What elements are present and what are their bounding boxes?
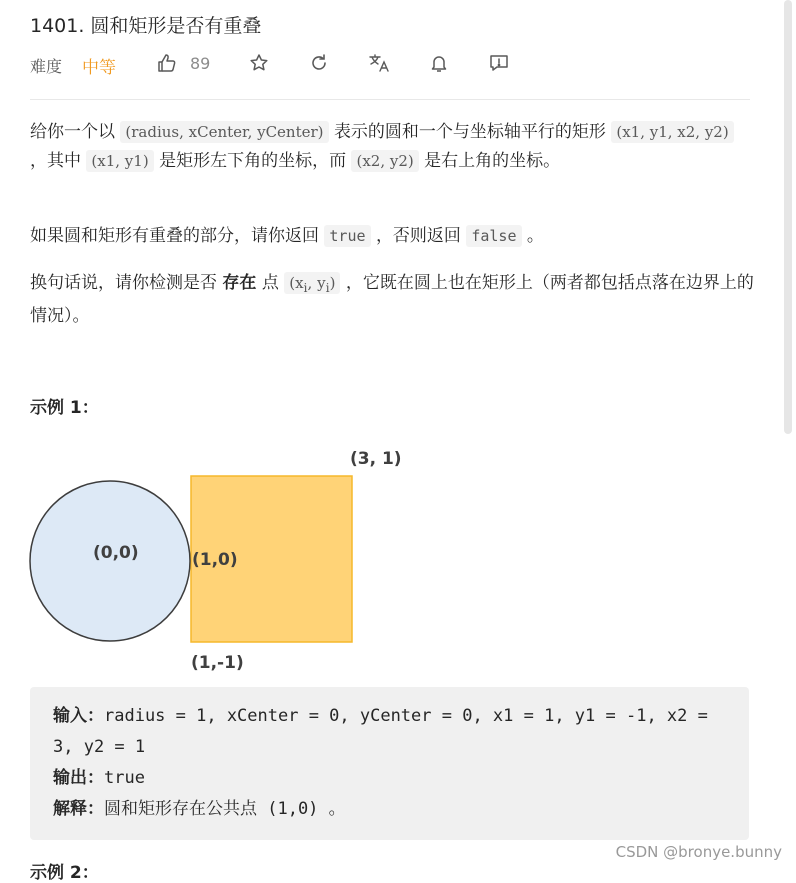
scrollbar[interactable] (784, 0, 792, 434)
point-y-sub: i (325, 280, 330, 295)
like-count: 89 (190, 54, 211, 73)
input-label: 输入： (53, 706, 104, 726)
inline-code-bottom-left: (x1, y1) (86, 150, 153, 172)
inline-code-rect: (x1, y1, x2, y2) (611, 121, 733, 143)
example-1-diagram (28, 440, 408, 680)
description-paragraph-2 (30, 222, 754, 251)
difficulty-value: 中等 (82, 58, 116, 78)
star-icon[interactable] (248, 52, 270, 74)
label-top-right: (3, 1) (350, 449, 402, 469)
label-center: (0,0) (93, 543, 139, 563)
problem-meta-bar (30, 52, 590, 78)
desc-text: 是右上角的坐标。 (424, 151, 561, 171)
desc-text: 点 (261, 273, 279, 293)
desc-text: 是矩形左下角的坐标，而 (159, 151, 347, 171)
problem-title: 1401. 圆和矩形是否有重叠 (30, 15, 262, 37)
inline-code-params: (radius, xCenter, yCenter) (120, 121, 328, 143)
difficulty-label: 难度 (30, 57, 63, 76)
label-tangent-point: (1,0) (192, 550, 238, 570)
inline-code-true: true (324, 225, 370, 247)
desc-text: 给你一个以 (30, 122, 115, 142)
csdn-watermark: CSDN @bronye.bunny (615, 843, 782, 861)
inline-code-false: false (466, 225, 521, 247)
desc-text: 。 (526, 226, 544, 246)
point-x-sub: i (303, 280, 308, 295)
emphasis-text: 存在 (222, 273, 257, 293)
desc-text: ，否则返回 (375, 226, 461, 246)
feedback-icon[interactable] (488, 52, 510, 74)
explain-label: 解释： (53, 799, 104, 819)
description-paragraph-1 (30, 118, 754, 176)
header-divider (30, 99, 750, 100)
example-1-codeblock (30, 687, 749, 840)
desc-text: 表示的圆和一个与坐标轴平行的矩形 (333, 122, 606, 142)
thumbs-up-icon[interactable] (156, 52, 178, 74)
desc-text: ，其中 (30, 151, 81, 171)
inline-code-point: ($x_i$, $y_i$) (284, 272, 340, 294)
refresh-icon[interactable] (308, 52, 330, 74)
description-paragraph-3 (30, 269, 754, 331)
output-value: true (104, 768, 145, 788)
label-bottom-left: (1,-1) (191, 653, 244, 673)
desc-text: 如果圆和矩形有重叠的部分，请你返回 (30, 226, 319, 246)
output-label: 输出： (53, 768, 104, 788)
translate-icon[interactable] (368, 52, 390, 74)
desc-text: 换句话说，请你检测是否 (30, 273, 217, 293)
bell-icon[interactable] (428, 52, 450, 74)
example-1-title: 示例 1： (30, 398, 99, 418)
explain-value: 圆和矩形存在公共点 (1,0) 。 (104, 799, 346, 819)
example-2-title: 示例 2： (30, 863, 99, 883)
point-x: x (295, 274, 304, 292)
desc-text: ，它既在圆上也在矩形上（两者都包括点落在边界上的情况）。 (30, 273, 754, 326)
input-value: radius = 1, xCenter = 0, yCenter = 0, x1 = 1, y1 = -1, x2 = 3, y2 = 1 (53, 706, 719, 757)
point-y: y (317, 274, 326, 292)
inline-code-top-right: (x2, y2) (351, 150, 418, 172)
